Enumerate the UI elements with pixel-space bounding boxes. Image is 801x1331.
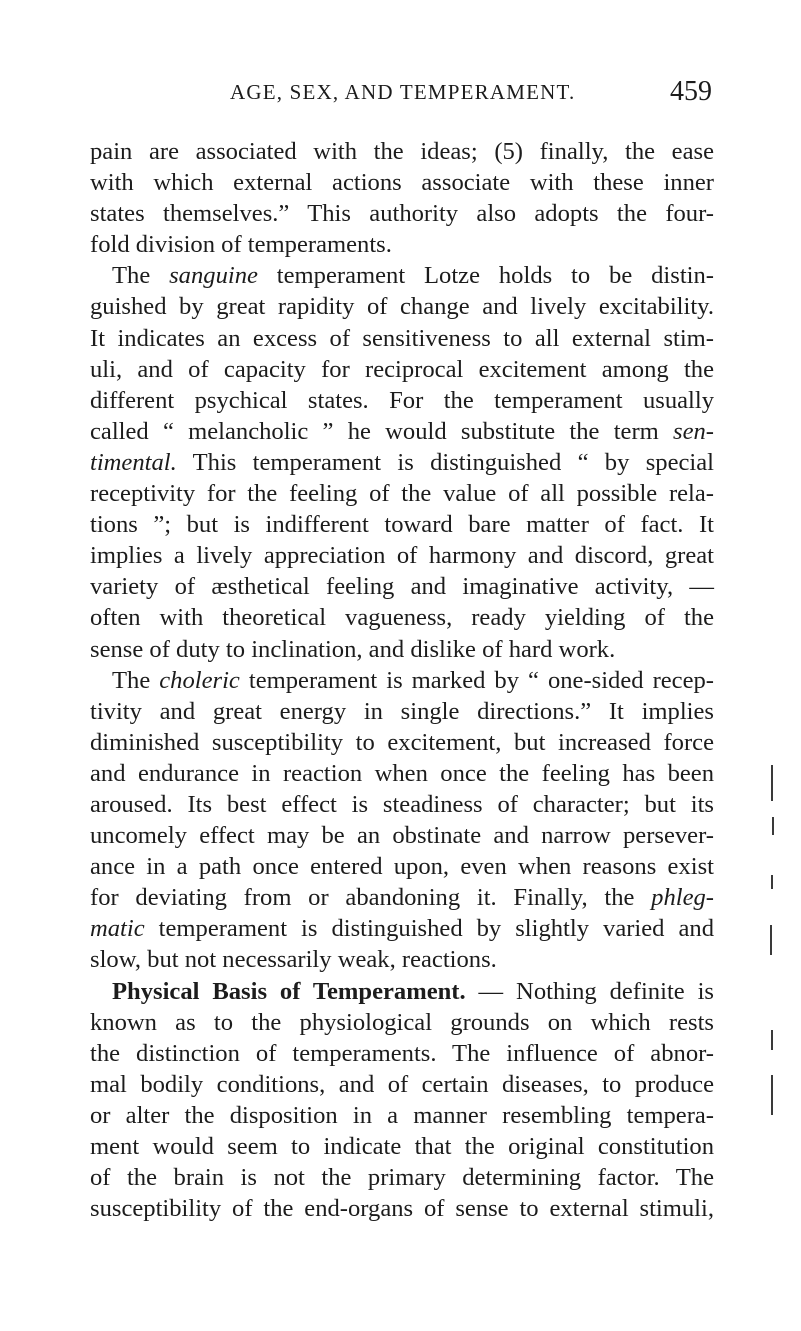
text-line: variety of æsthetical feeling and imaginative activity, — [90, 573, 714, 601]
text-run: This temperament is distinguished “ by special [176, 448, 714, 476]
margin-scan-marks [771, 765, 781, 1125]
term-choleric: choleric [159, 666, 240, 694]
term-sanguine: sanguine [169, 262, 258, 290]
text-line: ment would seem to indicate that the original constitution [90, 1133, 714, 1160]
text-line [90, 882, 714, 913]
text-line: uli, and of capacity for reciprocal excitement among the [90, 355, 714, 383]
text-run: The [112, 262, 170, 290]
text-line [90, 913, 714, 944]
text-run: temperament Lotze holds to be distin- [257, 262, 714, 290]
running-title: AGE, SEX, AND TEMPERAMENT. [230, 80, 576, 104]
running-head [90, 78, 712, 118]
text-run: temperament is distinguished by slightly varied and [144, 915, 714, 943]
body-text [90, 136, 714, 1224]
text-line: different psychical states. For the temperament usually [90, 386, 714, 414]
text-line: mal bodily conditions, and of certain diseases, to produce [90, 1070, 714, 1098]
text-line [90, 447, 714, 478]
text-line: of the brain is not the primary determining factor. The [90, 1164, 714, 1192]
text-line: uncomely effect may be an obstinate and narrow persever- [90, 822, 714, 850]
text-line: diminished susceptibility to excitement, but increased force [90, 728, 714, 756]
text-line: fold division of temperaments. [90, 231, 392, 259]
term-phlegmatic-part1: phleg- [651, 884, 714, 912]
scan-mark [772, 817, 774, 835]
text-line: known as to the physiological grounds on which rests [90, 1008, 714, 1036]
text-line [90, 665, 714, 696]
text-line: or alter the disposition in a manner resembling tempera- [90, 1101, 714, 1129]
text-line: the distinction of temperaments. The influence of abnor- [90, 1039, 714, 1067]
scan-mark [770, 925, 772, 955]
text-line: states themselves.” This authority also adopts the four- [90, 200, 714, 228]
text-line: guished by great rapidity of change and lively excitability. [90, 293, 714, 321]
text-line: slow, but not necessarily weak, reactions. [90, 946, 497, 974]
scan-mark [771, 1030, 773, 1050]
text-line: and endurance in reaction when once the feeling has been [90, 759, 714, 787]
text-run: for deviating from or abandoning it. Finally, the [90, 884, 652, 912]
text-line: susceptibility of the end-organs of sense to external stimuli, [90, 1195, 714, 1223]
term-sentimental-part2: timental. [90, 448, 177, 476]
term-phlegmatic-part2: matic [90, 915, 145, 943]
scan-mark [771, 765, 773, 801]
text-line [90, 976, 714, 1007]
text-run: — Nothing definite is [465, 977, 714, 1005]
scan-mark [771, 875, 773, 889]
term-sentimental-part1: sen- [673, 417, 714, 445]
text-line: receptivity for the feeling of the value of all possible rela- [90, 480, 714, 508]
text-line [90, 416, 714, 447]
section-heading: Physical Basis of Temperament. [112, 977, 466, 1005]
text-line: pain are associated with the ideas; (5) finally, the ease [90, 138, 714, 165]
text-run: temperament is marked by “ one-sided recep- [239, 666, 714, 694]
text-run: called “ melancholic ” he would substitute the term [90, 417, 674, 445]
text-line: tivity and great energy in single directions.” It implies [90, 697, 714, 725]
text-line: It indicates an excess of sensitiveness to all external stim- [90, 324, 714, 352]
text-line: implies a lively appreciation of harmony and discord, great [90, 542, 714, 570]
text-line: often with theoretical vagueness, ready yielding of the [90, 604, 714, 632]
page-number: 459 [670, 76, 712, 107]
text-line: aroused. Its best effect is steadiness of character; but its [90, 790, 714, 818]
text-line: ance in a path once entered upon, even when reasons exist [90, 853, 714, 881]
text-line: sense of duty to inclination, and dislike of hard work. [90, 635, 616, 663]
text-line: tions ”; but is indifferent toward bare matter of fact. It [90, 511, 714, 539]
scan-mark [771, 1075, 773, 1115]
text-run: The [112, 666, 160, 694]
text-line: with which external actions associate with these inner [90, 169, 714, 197]
text-line [90, 260, 714, 291]
